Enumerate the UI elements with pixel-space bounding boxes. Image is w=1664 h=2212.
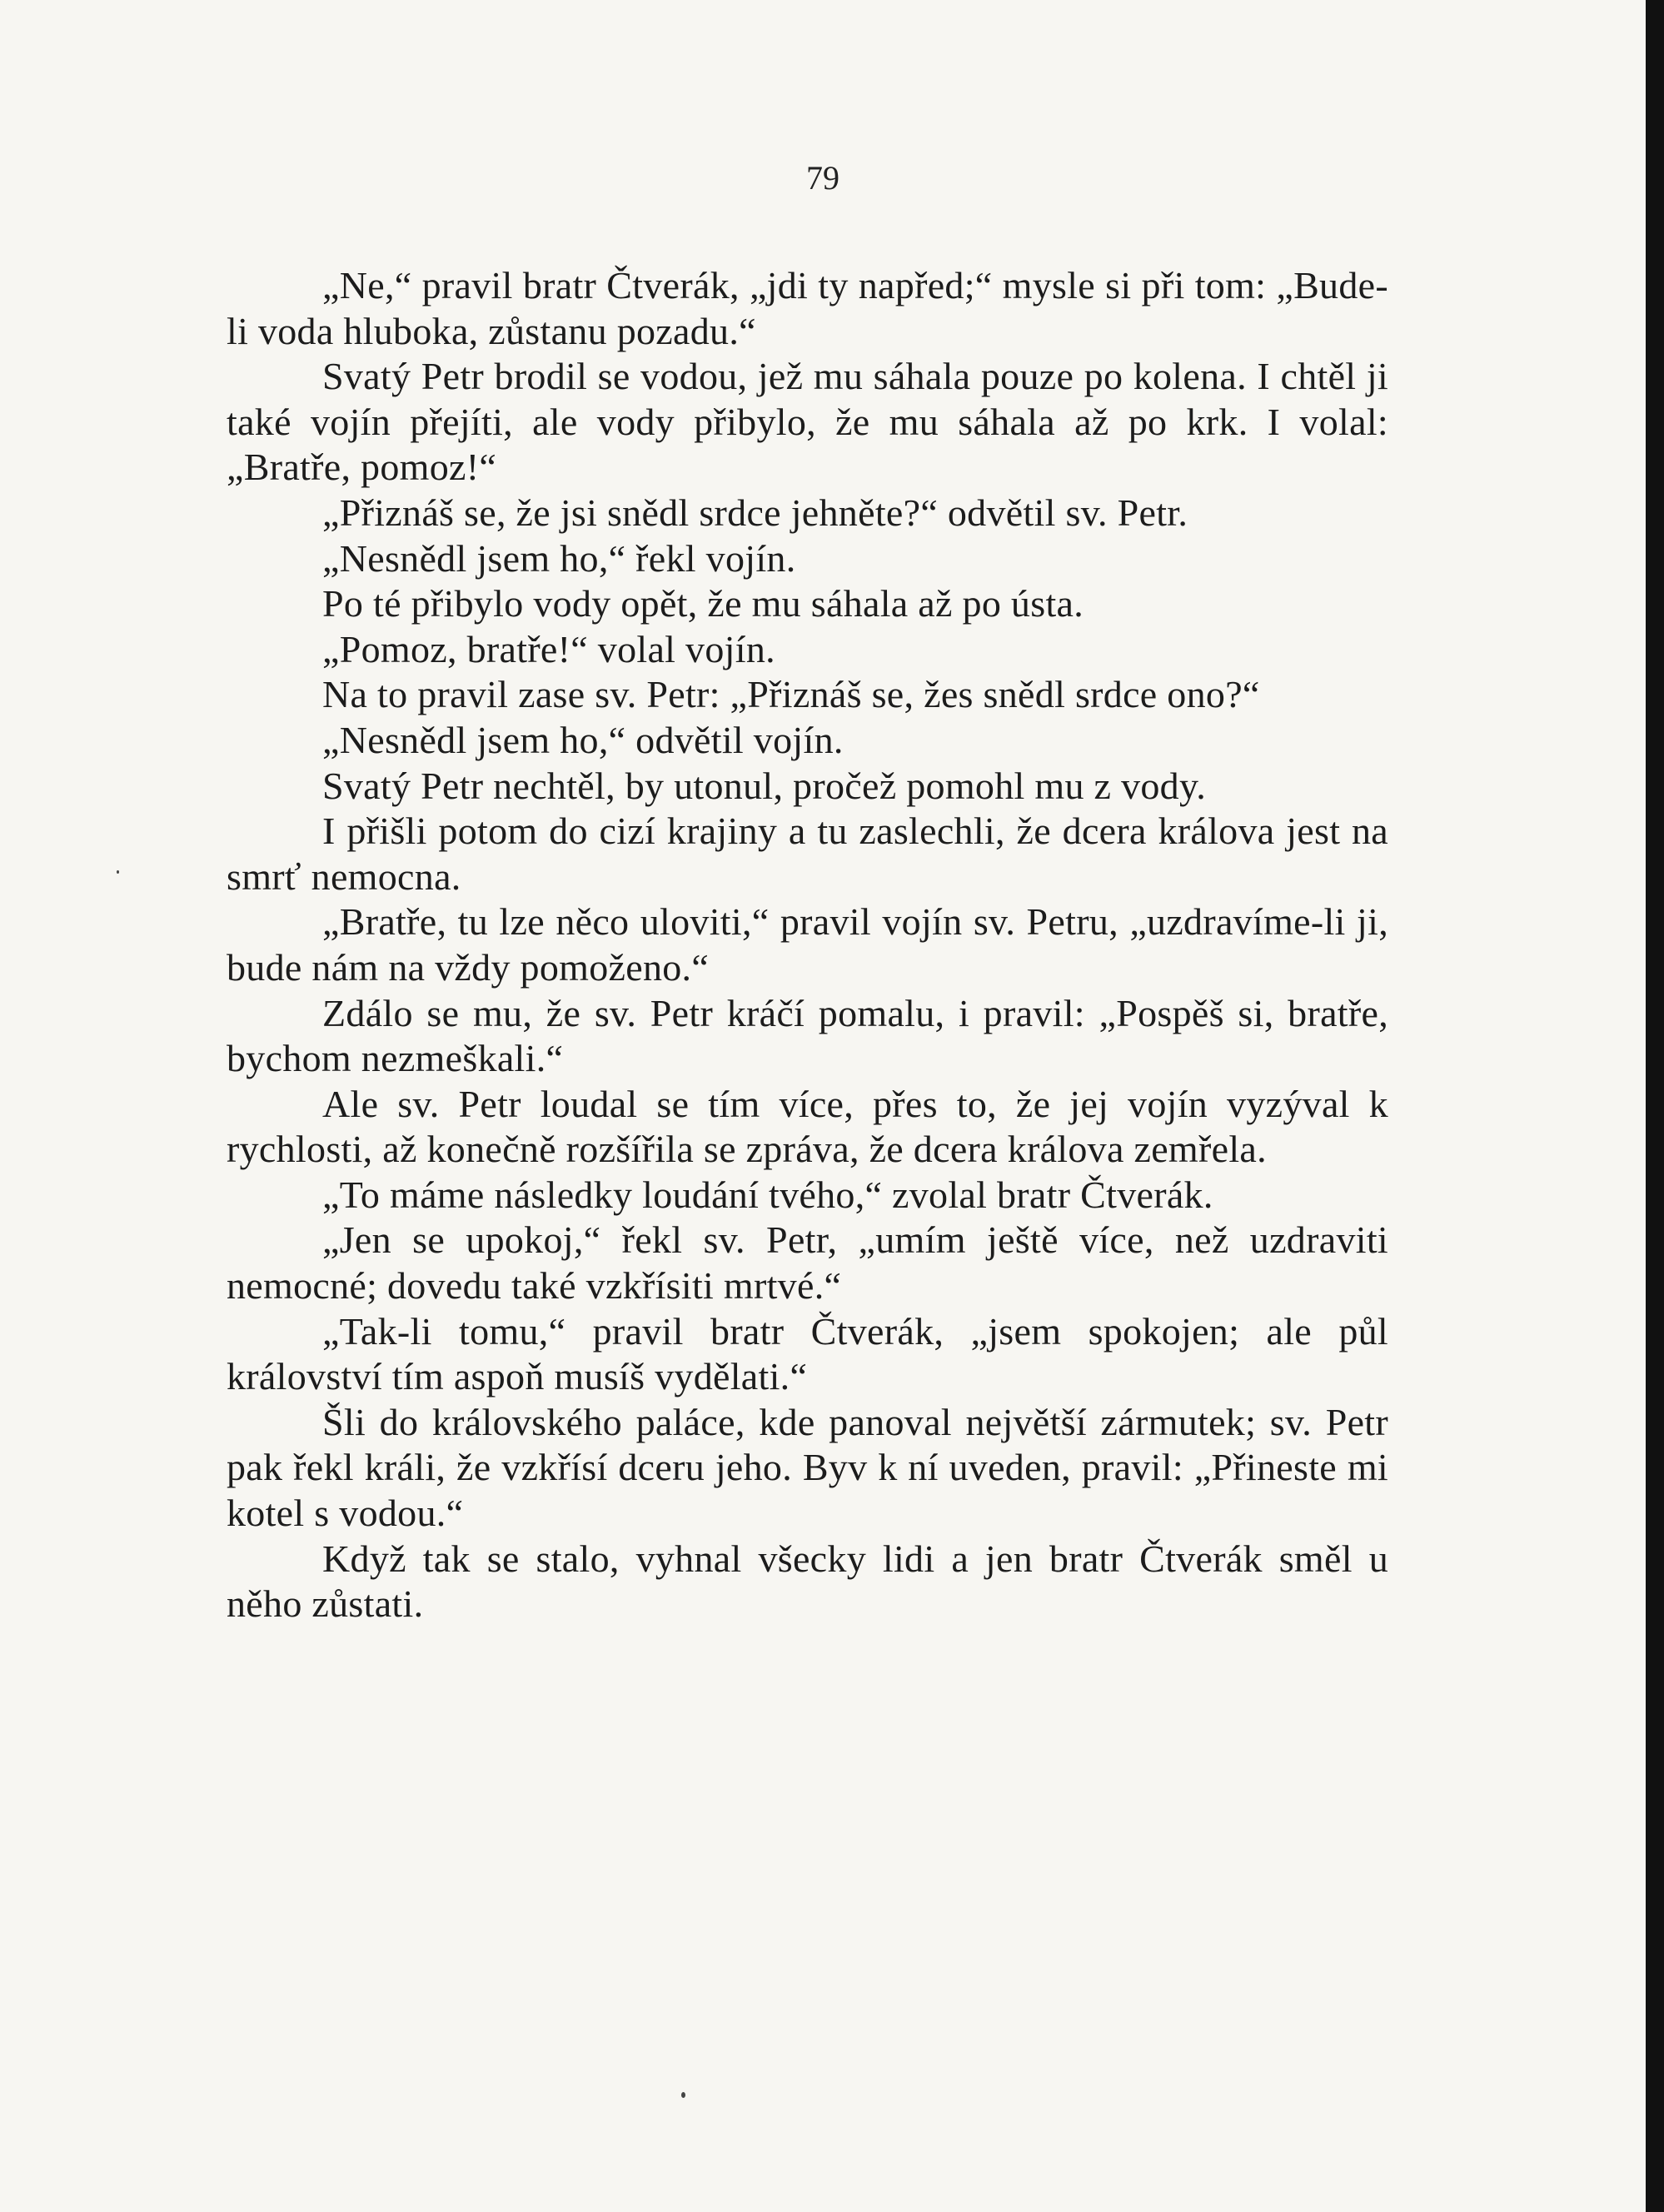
paragraph: Svatý Petr nechtěl, by utonul, pročež pomohl mu z vody. — [322, 764, 1207, 807]
print-speck — [117, 870, 119, 874]
paragraph: „Pomoz, bratře!“ volal vojín. — [322, 627, 775, 670]
paragraph: „Nesnědl jsem ho,“ odvětil vojín. — [322, 718, 844, 761]
paragraph: „Tak-li tomu,“ pravil bratr Čtverák, „jsem spokojen; ale půl království tím aspoň musíš vydělati.“ — [227, 1309, 1388, 1398]
paragraph: Ale sv. Petr loudal se tím více, přes to, že jej vojín vyzýval k rychlosti, až konečně rozšířila se zpráva, že dcera králova zemřela. — [227, 1082, 1388, 1171]
paragraph: „Nesnědl jsem ho,“ řekl vojín. — [322, 536, 796, 580]
scan-edge — [1646, 0, 1664, 2212]
paragraph: Po té přibylo vody opět, že mu sáhala až po ústa. — [322, 582, 1084, 625]
paragraph: I přišli potom do cizí krajiny a tu zaslechli, že dcera králova jest na smrť nemocna. — [227, 810, 1388, 898]
paragraph: Zdálo se mu, že sv. Petr kráčí pomalu, i pravil: „Pospěš si, bratře, bychom nezmeškali.“ — [227, 991, 1388, 1080]
body-text — [227, 263, 1388, 1627]
paragraph: „Jen se upokoj,“ řekl sv. Petr, „umím ještě více, než uzdraviti nemocné; dovedu také vzkřísiti mrtvé.“ — [227, 1218, 1388, 1308]
paragraph: Když tak se stalo, vyhnal všecky lidi a jen bratr Čtverák směl u něho zůstati. — [227, 1537, 1388, 1626]
paragraph: „Přiznáš se, že jsi snědl srdce jehněte?“ odvětil sv. Petr. — [322, 491, 1188, 534]
paragraph: „Ne,“ pravil bratr Čtverák, „jdi ty napřed;“ mysle si při tom: „Bude-li voda hluboka, zůstanu pozadu.“ — [227, 264, 1388, 352]
print-speck — [681, 2092, 685, 2098]
paragraph: „To máme následky loudání tvého,“ zvolal bratr Čtverák. — [322, 1173, 1213, 1216]
paragraph: „Bratře, tu lze něco uloviti,“ pravil vojín sv. Petru, „uzdravíme-li ji, bude nám na vždy pomoženo.“ — [227, 900, 1388, 989]
paragraph: Svatý Petr brodil se vodou, jež mu sáhala pouze po kolena. I chtěl ji také vojín přejíti, ale vody přibylo, že mu sáhala až po krk. I volal: „Bratře, pomoz!“ — [227, 355, 1388, 489]
paragraph: Šli do královského paláce, kde panoval největší zármutek; sv. Petr pak řekl králi, že vzkřísí dceru jeho. Byv k ní uveden, pravil: „Přineste mi kotel s vodou.“ — [227, 1400, 1388, 1535]
paragraph: Na to pravil zase sv. Petr: „Přiznáš se, žes snědl srdce ono?“ — [322, 673, 1260, 716]
page-number: 79 — [806, 159, 839, 197]
